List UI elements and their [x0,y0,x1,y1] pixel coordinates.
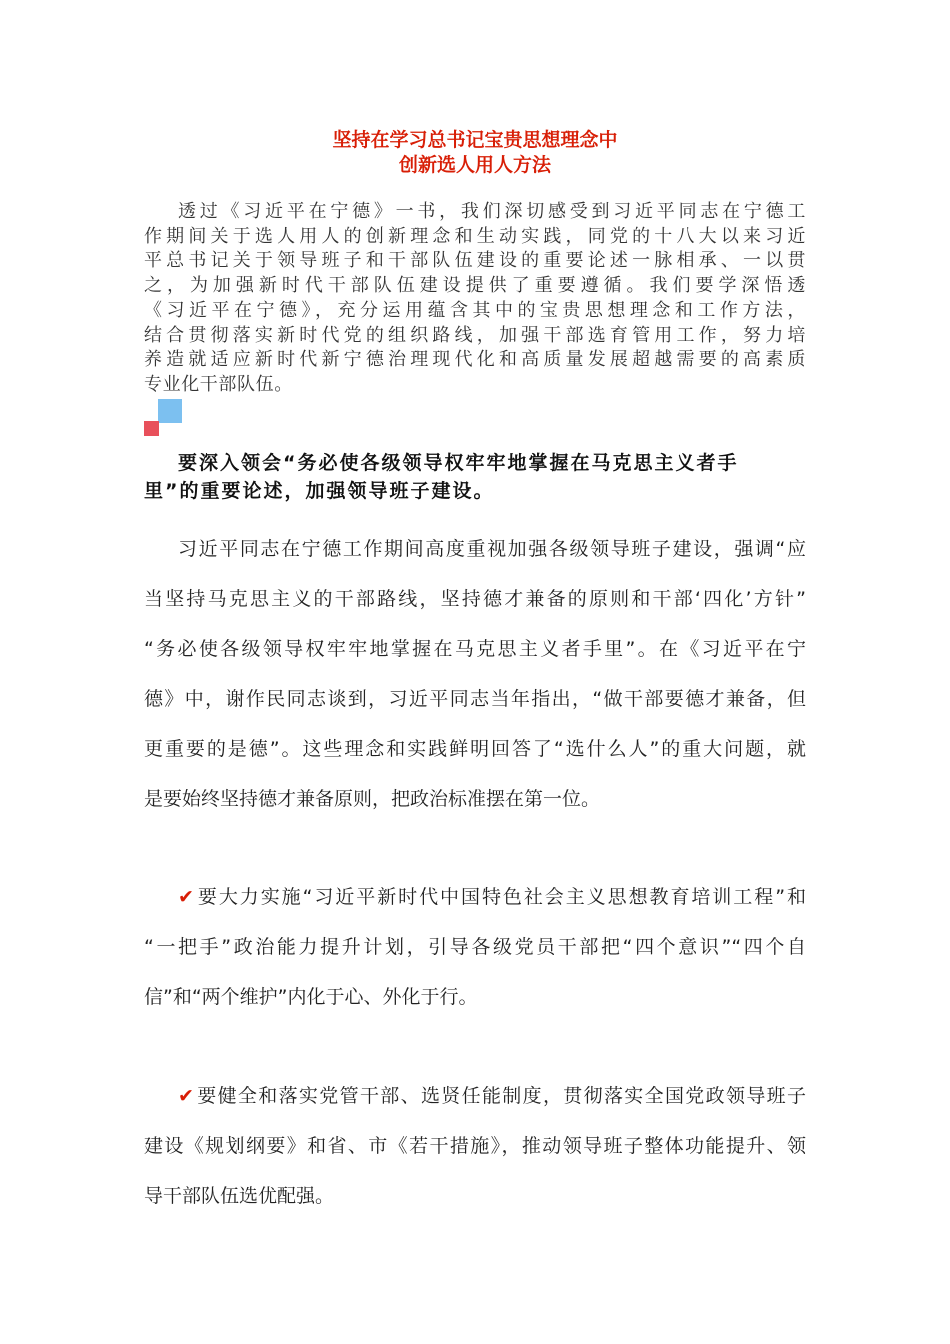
paragraph-line-text: 要大力实施“习近平新时代中国特色社会主义思想教育培训工程”和 [195,886,806,908]
paragraph-line: 信”和“两个维护”内化于心、外化于行。 [144,986,478,1008]
paragraph-line: 建设《规划纲要》和省、市《若干措施》，推动领导班子整体功能提升、领 [144,1135,806,1157]
intro-line: 透过《习近平在宁德》一书，我们深切感受到习近平同志在宁德工 [178,201,806,222]
body-paragraph-1 [144,524,806,824]
intro-line: 结合贯彻落实新时代党的组织路线，加强干部选育管用工作，努力培 [144,324,806,346]
section-heading [144,449,806,505]
paragraph-line: 德》中，谢作民同志谈到，习近平同志当年指出，“做干部要德才兼备，但 [144,688,806,710]
body-paragraph-2 [144,872,806,1022]
heading-line: 里”的重要论述，加强领导班子建设。 [144,480,495,502]
paragraph-line [144,872,806,922]
paragraph-line: “一把手”政治能力提升计划，引导各级党员干部把“四个意识”“四个自 [144,936,806,958]
body-paragraph-3 [144,1071,806,1221]
decorative-blue-square [158,399,182,423]
intro-line: 专业化干部队伍。 [144,373,293,395]
paragraph-line-text: 要健全和落实党管干部、选贤任能制度，贯彻落实全国党政领导班子 [195,1085,806,1107]
intro-paragraph [144,200,806,398]
paragraph-line: “务必使各级领导权牢牢地掌握在马克思主义者手里”。在《习近平在宁 [144,638,806,660]
paragraph-line [144,1071,806,1121]
document-title-line1: 坚持在学习总书记宝贵思想理念中 [332,129,618,151]
heading-line: 要深入领会“务必使各级领导权牢牢地掌握在马克思主义者手 [178,452,739,474]
paragraph-line: 是要始终坚持德才兼备原则，把政治标准摆在第一位。 [144,788,601,810]
paragraph-line: 习近平同志在宁德工作期间高度重视加强各级领导班子建设，强调“应 [178,538,806,560]
decorative-red-square [144,421,159,436]
paragraph-line: 更重要的是德”。这些理念和实践鲜明回答了“选什么人”的重大问题，就 [144,738,806,760]
checkmark-icon: ✔ [178,886,194,908]
paragraph-line: 导干部队伍选优配强。 [144,1185,335,1207]
paragraph-line: 当坚持马克思主义的干部路线，坚持德才兼备的原则和干部‘四化’方针” [144,588,806,610]
document-title-line2: 创新选人用人方法 [398,154,551,176]
intro-line: 平总书记关于领导班子和干部队伍建设的重要论述一脉相承、一以贯 [144,250,806,272]
intro-line: 作期间关于选人用人的创新理念和生动实践，同党的十八大以来习近 [144,225,806,247]
intro-line: 《习近平在宁德》，充分运用蕴含其中的宝贵思想理念和工作方法， [144,299,806,321]
checkmark-icon: ✔ [178,1085,194,1107]
intro-line: 之，为加强新时代干部队伍建设提供了重要遵循。我们要学深悟透 [144,275,806,297]
intro-line: 养造就适应新时代新宁德治理现代化和高质量发展超越需要的高素质 [144,349,806,371]
